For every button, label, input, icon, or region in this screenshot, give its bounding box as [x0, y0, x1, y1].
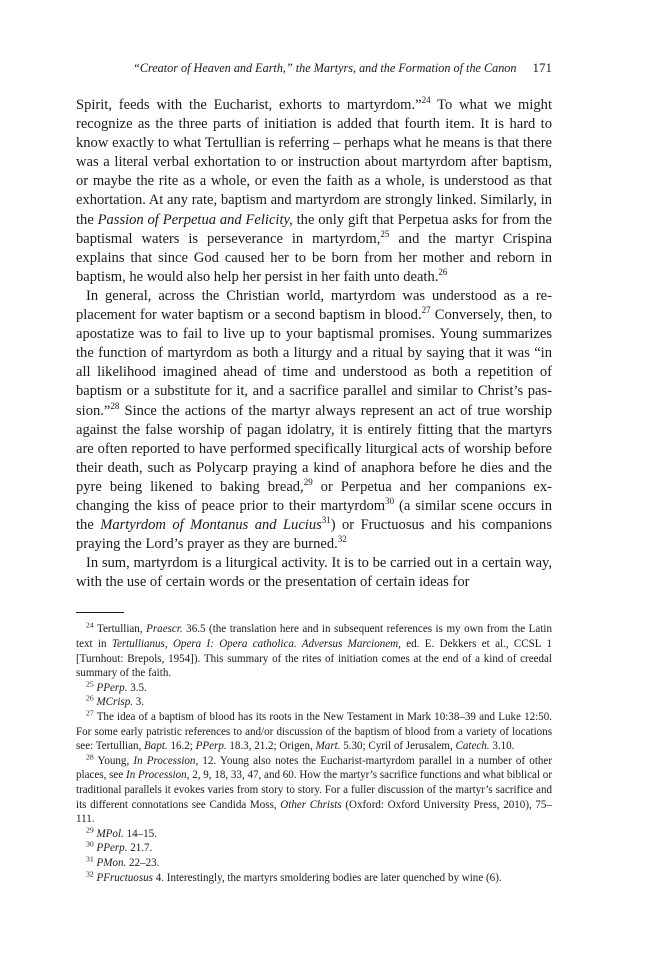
text-run: and the martyr Crispina explains that since God caused her to be born from her mother and reborn in baptism, he would also help her persist in her faith unto death.: [76, 230, 552, 285]
footnote-ref-30[interactable]: 30: [385, 496, 395, 507]
footnote-number: 32: [86, 868, 94, 878]
italic-ref: PFructuosus: [96, 871, 153, 884]
page-number: 171: [532, 60, 552, 75]
italic-ref: Other Christs: [280, 798, 342, 811]
footnote-24: [76, 622, 552, 680]
text-run: (Oxford: Oxford University Press, 2010), 75–111.: [76, 798, 552, 826]
italic-ref: PPerp.: [96, 842, 128, 855]
footnote-27: [76, 710, 552, 754]
text-run: Tertullian,: [93, 623, 147, 636]
footnote-number: 29: [86, 825, 94, 835]
text-run: The idea of a baptism of blood has its roots in the New Testament in Mark 10:38–39 and Luke 12:50. For some early patristic references to and/or discussion of the baptism of blood from a variety of locations see: Tertullian,: [76, 711, 552, 753]
footnote-ref-32[interactable]: 32: [337, 534, 347, 545]
footnote-number: 28: [86, 752, 94, 762]
paragraph-3: [76, 554, 552, 592]
text-run: 16.2;: [167, 740, 196, 753]
book-page: [76, 60, 552, 885]
footnote-32: [76, 868, 552, 886]
text-run: ) or Fructuosus and his companions praying the Lord’s prayer as they are burned.: [76, 517, 552, 553]
footnote-ref-31[interactable]: 31: [321, 515, 331, 526]
italic-ref: PPerp.: [195, 740, 227, 753]
footnotes: [76, 622, 552, 885]
text-run: 21.7.: [127, 842, 153, 855]
footnote-31: [76, 856, 552, 871]
footnote-ref-24[interactable]: 24: [421, 95, 431, 106]
main-text: [76, 96, 552, 592]
italic-ref: Bapt.: [144, 740, 168, 753]
text-run: ed. E. Dekkers et al., CCSL 1 [Turnhout: Brepols, 1954]). This summary of the rites of initiation comes at the end of a kind of creedal summary of the faith.: [76, 638, 552, 680]
footnote-number: 27: [86, 708, 94, 718]
footnote-28: [76, 754, 552, 827]
text-run: To what we might recognize as the three parts of initiation is added that fourth item. It is hard to know exactly to what Tertullian is referring – perhaps what he means is that there was a literal verbal exhortation to or instruction about martyrdom after baptism, or maybe the rite as a whole, or even the faith as a whole, is understood as that exhortation. At any rate, baptism and martyrdom are strongly linked. Similarly, in the: [76, 97, 552, 228]
text-run: Since the actions of the martyr always represent an act of true worship against the false worship of pagan idolatry, it is entirely fitting that the martyrs are often reported to have performed specifically liturgical acts of worship before their death, such as Polycarp praying a kind of anaphora before he dies and the pyre being likened to baking bread,: [76, 402, 552, 495]
text-run: the only gift that Perpetua asks for from the baptismal waters is perseverance in martyrdom,: [76, 211, 552, 247]
paragraph-1: [76, 96, 552, 287]
footnote-number: 31: [86, 854, 94, 864]
italic-ref: Mart.: [315, 740, 341, 753]
text-run: In sum, martyrdom is a liturgical activity. It is to be carried out in a certain way, with the use of certain words or the presentation of certain ideas for: [76, 555, 552, 591]
footnote-ref-29[interactable]: 29: [303, 477, 313, 488]
italic-ref: In Procession,: [126, 769, 190, 782]
text-run: Conversely, then, to apostatize was to fail to live up to your baptismal promises. Young summarizes the function of martyrdom as both a liturgy and a ritual by saying that it was “in all likelihood imagined ahead of time and understood as both a repetition of baptism or a substitute for it, and a sacrifice parallel and similar to Christ’s passion.”: [76, 307, 553, 419]
paragraph-2: [76, 287, 552, 554]
text-run: (a similar scene occurs in the: [76, 497, 552, 534]
footnote-ref-28[interactable]: 28: [110, 400, 120, 411]
text-run: Young,: [93, 754, 134, 767]
italic-ref: MCrisp.: [96, 696, 134, 709]
text-run: In general, across the Christian world, martyrdom was understood as a replacement for water baptism or a second baptism in blood.: [76, 287, 552, 324]
footnote-number: 24: [86, 620, 94, 630]
italic-ref: PMon.: [96, 856, 127, 869]
text-run: 3.5.: [127, 681, 147, 694]
running-header: [76, 60, 552, 82]
text-run: 36.5 (the translation here and in subsequent references is my own from the Latin text in: [76, 623, 552, 651]
italic-title: Passion of Perpetua and Felicity,: [97, 211, 293, 228]
text-run: 22–23.: [126, 856, 160, 869]
text-run: 18.3, 21.2; Origen,: [226, 740, 316, 753]
footnote-ref-25[interactable]: 25: [380, 228, 390, 239]
italic-ref: PPerp.: [96, 681, 128, 694]
text-run: 4. Interestingly, the martyrs smoldering bodies are later quenched by wine (6).: [152, 871, 502, 884]
italic-ref: Tertullianus, Opera I: Opera catholica. Adversus Marcionem,: [111, 638, 401, 651]
text-run: 3.: [133, 696, 145, 709]
text-run: 12. Young also notes the Eucharist-martyrdom parallel in a number of other places, see: [76, 754, 553, 782]
text-run: 3.10.: [489, 740, 515, 753]
footnote-divider: [76, 612, 124, 613]
footnote-25: [76, 681, 552, 696]
footnote-number: 30: [86, 839, 94, 849]
italic-ref: In Procession,: [133, 754, 199, 767]
text-run: 14–15.: [123, 827, 157, 840]
text-run: 5.30; Cyril of Jerusalem,: [340, 740, 456, 753]
italic-ref: Catech.: [455, 740, 490, 753]
footnote-number: 25: [86, 679, 94, 689]
footnote-29: [76, 827, 552, 842]
footnote-ref-27[interactable]: 27: [421, 305, 431, 316]
footnote-30: [76, 841, 552, 856]
footnote-number: 26: [86, 693, 94, 703]
italic-ref: MPol.: [96, 827, 124, 840]
italic-title: Martyrdom of Montanus and Lucius: [100, 517, 322, 534]
footnote-26: [76, 695, 552, 710]
italic-ref: Praescr.: [146, 623, 183, 636]
footnote-ref-26[interactable]: 26: [438, 267, 448, 277]
text-run: Spirit, feeds with the Eucharist, exhorts to martyrdom.”: [76, 97, 422, 113]
running-title: “Creator of Heaven and Earth,” the Martyrs, and the Formation of the Canon: [133, 61, 517, 75]
text-run: 2, 9, 18, 33, 47, and 60. How the martyr’s sacrifice functions and what biblical or traditional parallels it evokes varies from story to story. For a fuller discussion of the martyr’s sacrifice and its different connotations see Candida Moss,: [76, 769, 552, 811]
text-run: or Perpetua and her companions exchanging the kiss of peace prior to their martyrdom: [76, 478, 553, 514]
